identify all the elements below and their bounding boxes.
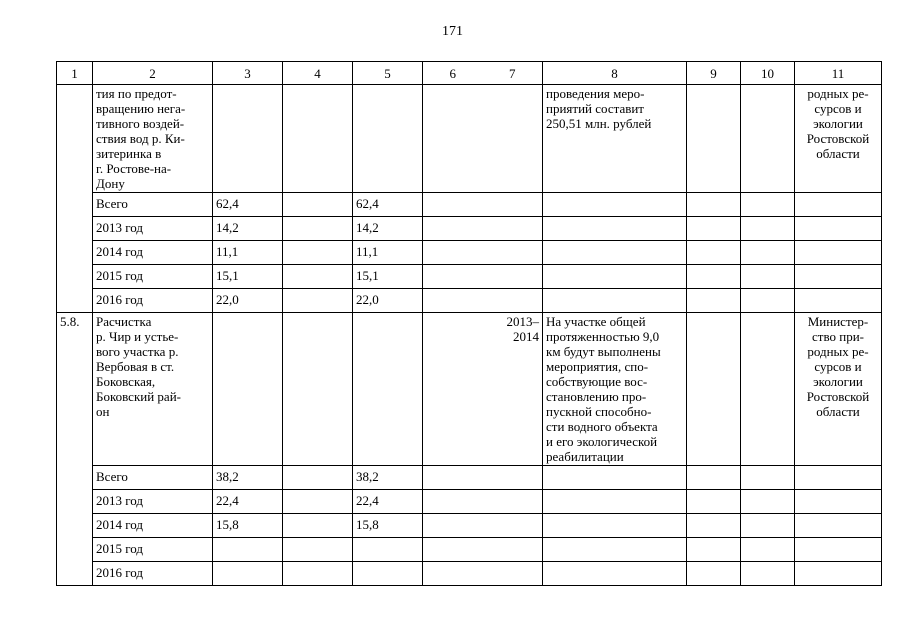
block2-period: 2013– 2014 xyxy=(423,313,543,466)
empty-cell xyxy=(283,193,353,217)
block1-c3 xyxy=(213,85,283,193)
block1-row-label: Всего xyxy=(93,193,213,217)
empty-cell xyxy=(741,241,795,265)
block2-executor: Министер- ство при- родных ре- сурсов и экологии Ростовской области xyxy=(795,313,882,466)
block2-row-c3: 15,8 xyxy=(213,514,283,538)
empty-cell xyxy=(543,265,687,289)
block1-name: тия по предот- вращению нега- тивного воздей- ствия вод р. Ки- зитеринка в г. Ростове-на- Дону xyxy=(93,85,213,193)
empty-cell xyxy=(795,241,882,265)
empty-cell xyxy=(423,193,543,217)
header-col-10: 10 xyxy=(741,62,795,85)
empty-cell xyxy=(423,241,543,265)
block1-c4 xyxy=(283,85,353,193)
block1-number-cell xyxy=(57,85,93,313)
block1-result: проведения меро- приятий составит 250,51 млн. рублей xyxy=(543,85,687,193)
block2-c3 xyxy=(213,313,283,466)
block2-name: Расчистка р. Чир и устье- вого участка р. Вербовая в ст. Боковская, Боковский рай- он xyxy=(93,313,213,466)
block1-row-c5: 14,2 xyxy=(353,217,423,241)
block1-row-c3: 22,0 xyxy=(213,289,283,313)
empty-cell xyxy=(423,217,543,241)
block1-row-c5: 22,0 xyxy=(353,289,423,313)
block1-c10 xyxy=(741,85,795,193)
empty-cell xyxy=(423,562,543,586)
header-col-5: 5 xyxy=(353,62,423,85)
block1-row-c3: 11,1 xyxy=(213,241,283,265)
empty-cell xyxy=(741,538,795,562)
empty-cell xyxy=(423,538,543,562)
empty-cell xyxy=(423,289,543,313)
empty-cell xyxy=(543,538,687,562)
empty-cell xyxy=(283,466,353,490)
block1-row-label: 2016 год xyxy=(93,289,213,313)
block2-main-row xyxy=(57,313,882,466)
empty-cell xyxy=(795,265,882,289)
empty-cell xyxy=(283,538,353,562)
empty-cell xyxy=(423,466,543,490)
header-row xyxy=(57,62,882,85)
empty-cell xyxy=(687,241,741,265)
empty-cell xyxy=(795,562,882,586)
block1-main-row xyxy=(57,85,882,193)
header-col-6: 6 xyxy=(423,62,483,85)
empty-cell xyxy=(687,289,741,313)
empty-cell xyxy=(283,490,353,514)
empty-cell xyxy=(687,217,741,241)
header-col-3: 3 xyxy=(213,62,283,85)
empty-cell xyxy=(543,241,687,265)
block1-row-c5: 62,4 xyxy=(353,193,423,217)
header-col-8: 8 xyxy=(543,62,687,85)
block1-row-2014 xyxy=(57,241,882,265)
empty-cell xyxy=(741,217,795,241)
block2-result: На участке общей протяженностью 9,0 км будут выполнены мероприятия, спо- собствующие вос- становлению про- пускной способно- сти водного объекта и его экологической реабилитации xyxy=(543,313,687,466)
block2-c10 xyxy=(741,313,795,466)
empty-cell xyxy=(741,265,795,289)
block2-row-2015 xyxy=(57,538,882,562)
block2-row-c3: 22,4 xyxy=(213,490,283,514)
empty-cell xyxy=(423,265,543,289)
empty-cell xyxy=(283,265,353,289)
block1-row-total xyxy=(57,193,882,217)
empty-cell xyxy=(687,466,741,490)
empty-cell xyxy=(741,490,795,514)
empty-cell xyxy=(283,241,353,265)
empty-cell xyxy=(741,289,795,313)
block1-c9 xyxy=(687,85,741,193)
empty-cell xyxy=(283,514,353,538)
empty-cell xyxy=(687,265,741,289)
block1-row-label: 2015 год xyxy=(93,265,213,289)
block2-number: 5.8. xyxy=(57,313,93,586)
block2-row-2016 xyxy=(57,562,882,586)
empty-cell xyxy=(795,289,882,313)
block1-row-2016 xyxy=(57,289,882,313)
header-col-11: 11 xyxy=(795,62,882,85)
block1-executor: родных ре- сурсов и экологии Ростовской области xyxy=(795,85,882,193)
empty-cell xyxy=(423,490,543,514)
empty-cell xyxy=(543,289,687,313)
block1-c67 xyxy=(423,85,543,193)
block2-row-label: 2016 год xyxy=(93,562,213,586)
empty-cell xyxy=(741,514,795,538)
block1-row-c3: 15,1 xyxy=(213,265,283,289)
block1-row-c3: 62,4 xyxy=(213,193,283,217)
block2-row-label: Всего xyxy=(93,466,213,490)
block1-row-c5: 15,1 xyxy=(353,265,423,289)
block1-row-label: 2014 год xyxy=(93,241,213,265)
header-col-2: 2 xyxy=(93,62,213,85)
block2-c9 xyxy=(687,313,741,466)
empty-cell xyxy=(687,538,741,562)
block1-row-c5: 11,1 xyxy=(353,241,423,265)
block2-row-label: 2014 год xyxy=(93,514,213,538)
empty-cell xyxy=(543,490,687,514)
header-col-7: 7 xyxy=(483,62,543,85)
empty-cell xyxy=(795,217,882,241)
empty-cell xyxy=(543,217,687,241)
empty-cell xyxy=(687,193,741,217)
block2-row-c5: 15,8 xyxy=(353,514,423,538)
block2-row-c5 xyxy=(353,538,423,562)
empty-cell xyxy=(687,562,741,586)
block1-row-2013 xyxy=(57,217,882,241)
empty-cell xyxy=(795,193,882,217)
empty-cell xyxy=(687,490,741,514)
block2-row-c5: 22,4 xyxy=(353,490,423,514)
empty-cell xyxy=(795,466,882,490)
empty-cell xyxy=(283,562,353,586)
block2-row-2014 xyxy=(57,514,882,538)
empty-cell xyxy=(795,514,882,538)
block2-row-label: 2013 год xyxy=(93,490,213,514)
empty-cell xyxy=(543,193,687,217)
block2-row-c3 xyxy=(213,562,283,586)
block2-row-c3 xyxy=(213,538,283,562)
empty-cell xyxy=(795,490,882,514)
block1-row-2015 xyxy=(57,265,882,289)
block2-row-total xyxy=(57,466,882,490)
block2-row-label: 2015 год xyxy=(93,538,213,562)
block2-row-c5: 38,2 xyxy=(353,466,423,490)
header-col-1: 1 xyxy=(57,62,93,85)
page-number: 171 xyxy=(442,24,463,39)
block2-c5 xyxy=(353,313,423,466)
empty-cell xyxy=(543,466,687,490)
block2-c4 xyxy=(283,313,353,466)
empty-cell xyxy=(741,562,795,586)
empty-cell xyxy=(423,514,543,538)
block2-row-2013 xyxy=(57,490,882,514)
empty-cell xyxy=(543,562,687,586)
block2-row-c3: 38,2 xyxy=(213,466,283,490)
program-table xyxy=(56,61,882,586)
header-col-4: 4 xyxy=(283,62,353,85)
empty-cell xyxy=(543,514,687,538)
empty-cell xyxy=(795,538,882,562)
header-col-9: 9 xyxy=(687,62,741,85)
block2-row-c5 xyxy=(353,562,423,586)
empty-cell xyxy=(283,217,353,241)
block1-c5 xyxy=(353,85,423,193)
block1-row-c3: 14,2 xyxy=(213,217,283,241)
empty-cell xyxy=(283,289,353,313)
empty-cell xyxy=(741,466,795,490)
empty-cell xyxy=(741,193,795,217)
empty-cell xyxy=(687,514,741,538)
block1-row-label: 2013 год xyxy=(93,217,213,241)
